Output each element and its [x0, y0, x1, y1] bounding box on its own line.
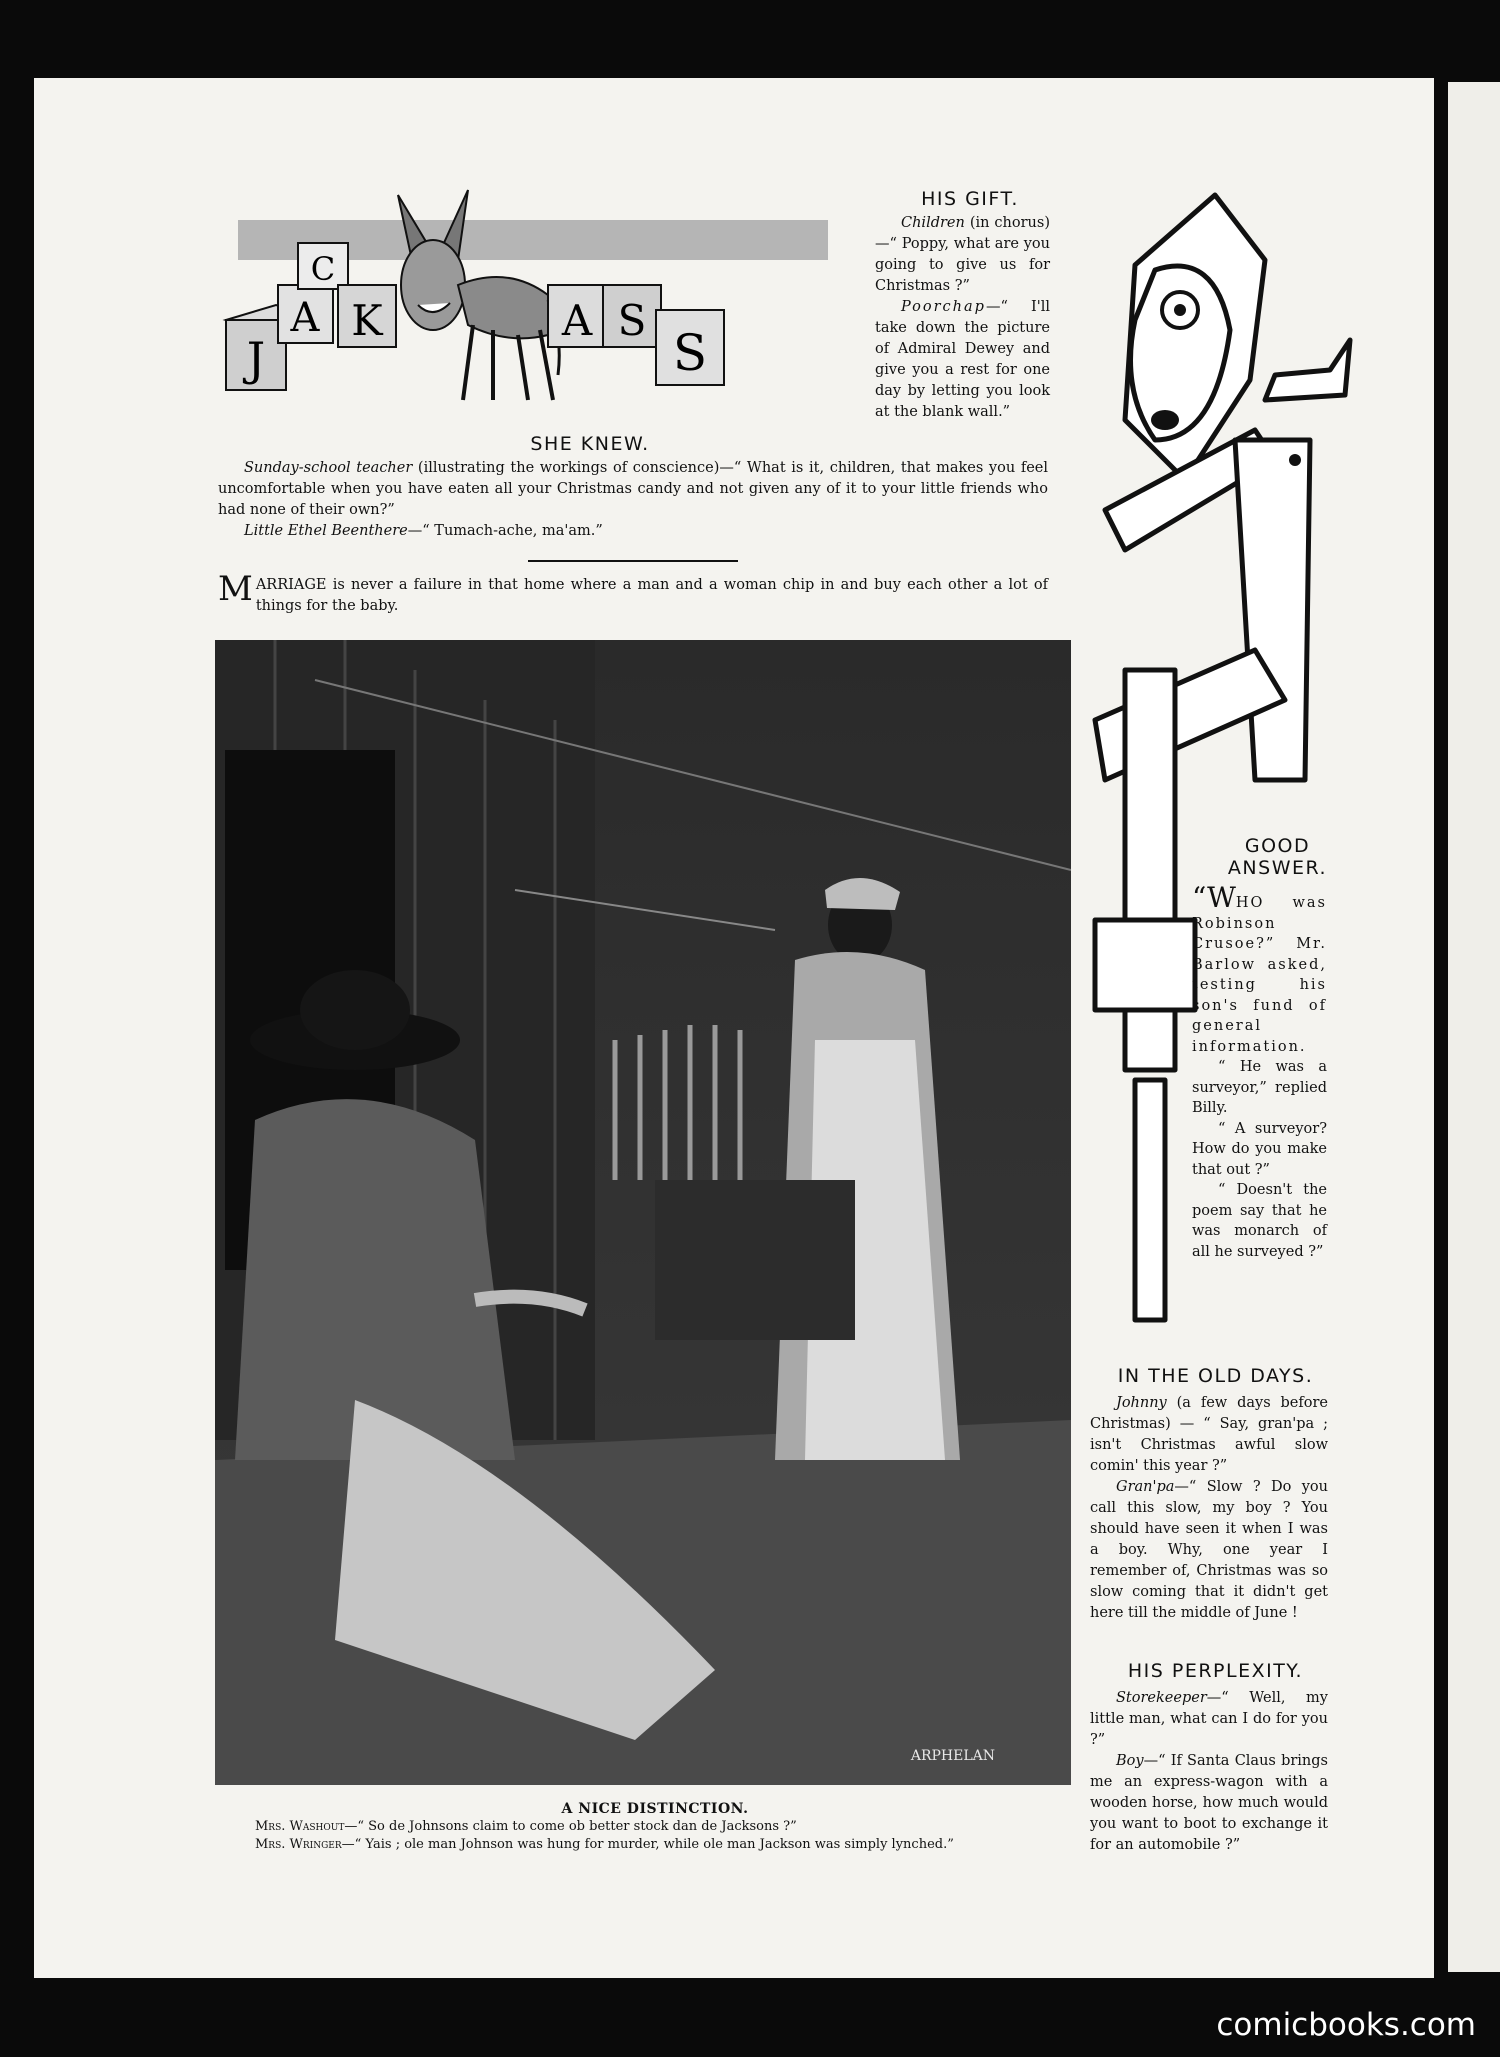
- old-days-text: Johnny (a few days before Christmas) — “ Say, gran'pa ; isn't Christmas awful slow comin' this year ?” Gran'pa—“ Slow ? Do you call this slow, my boy ? You should have seen it when I was a boy. Why, one year I remember of, Christmas was so slow coming that it didn't get here till the middle of June !: [1090, 1395, 1328, 1621]
- block-k: [338, 285, 396, 347]
- she-knew-text: Sunday-school teacher (illustrating the workings of conscience)—“ What is it, children, that makes you feel uncomfortable when you have eaten all your Christmas candy and not given any of it to your little friends who had none of their own?” Little Ethel Beenthere—“ Tumach-ache, ma'am.”: [218, 460, 1048, 539]
- svg-text:S: S: [672, 324, 708, 382]
- site-watermark: comicbooks.com: [1216, 2007, 1476, 2043]
- svg-text:A: A: [561, 296, 593, 345]
- photo-scene: [215, 640, 1071, 1785]
- his-gift-text: Children (in chorus)—“ Poppy, what are you going to give us for Christmas ?” Poorchap—“ I'll take down the picture of Admiral Dewey and give you a rest for one day by letting you look at the blank wall.”: [875, 215, 1050, 420]
- his-perplexity-title: HIS PERPLEXITY.: [1127, 1660, 1304, 1682]
- good-answer-title: GOOD ANSWER.: [1227, 835, 1328, 879]
- svg-text:A: A: [290, 295, 320, 341]
- block-s1: [603, 285, 661, 347]
- washday-photograph: [215, 640, 1071, 1785]
- his-perplexity-text: Storekeeper—“ Well, my little man, what can I do for you ?” Boy—“ If Santa Claus brings me an express-wagon with a wooden horse, how much would you want to boot to exchange it for an automobile ?”: [1090, 1690, 1328, 1853]
- she-knew-title: SHE KNEW.: [530, 433, 650, 455]
- photographer-signature: ARPHELAN: [910, 1748, 995, 1764]
- old-days-title: IN THE OLD DAYS.: [1117, 1365, 1314, 1387]
- divider-rule: [528, 560, 738, 562]
- good-answer-text: “WHO was Robinson Crusoe?” Mr. Barlow asked, testing his son's fund of general information. “ He was a surveyor,” replied Billy. “ A surveyor? How do you make that out ?” “ Doesn't the poem say that he was monarch of all he surveyed ?”: [1192, 881, 1327, 1260]
- next-page-edge: [1448, 82, 1500, 1972]
- block-a1: [278, 285, 333, 343]
- caption-title: A NICE DISTINCTION.: [561, 1801, 749, 1817]
- svg-text:K: K: [351, 296, 383, 345]
- photo-caption: A NICE DISTINCTION. Mrs. Washout—“ So de Johnsons claim to come ob better stock dan de Jacksons ?” Mrs. Wringer—“ Yais ; ole man Johnson was hung for murder, while ole man Jackson was simply lynched.”: [255, 1800, 1055, 1854]
- block-s2: [656, 310, 724, 385]
- svg-text:C: C: [310, 250, 336, 288]
- block-a2: [548, 285, 606, 347]
- letter-j: J: [246, 332, 266, 386]
- block-c: [298, 243, 348, 289]
- jackass-cartoon: [218, 185, 838, 415]
- marriage-paragraph: MARRIAGE is never a failure in that home where a man and a woman chip in and buy each other a lot of things for the baby.: [218, 569, 1048, 614]
- his-gift-title: HIS GIFT.: [921, 188, 1019, 210]
- svg-text:S: S: [617, 296, 647, 345]
